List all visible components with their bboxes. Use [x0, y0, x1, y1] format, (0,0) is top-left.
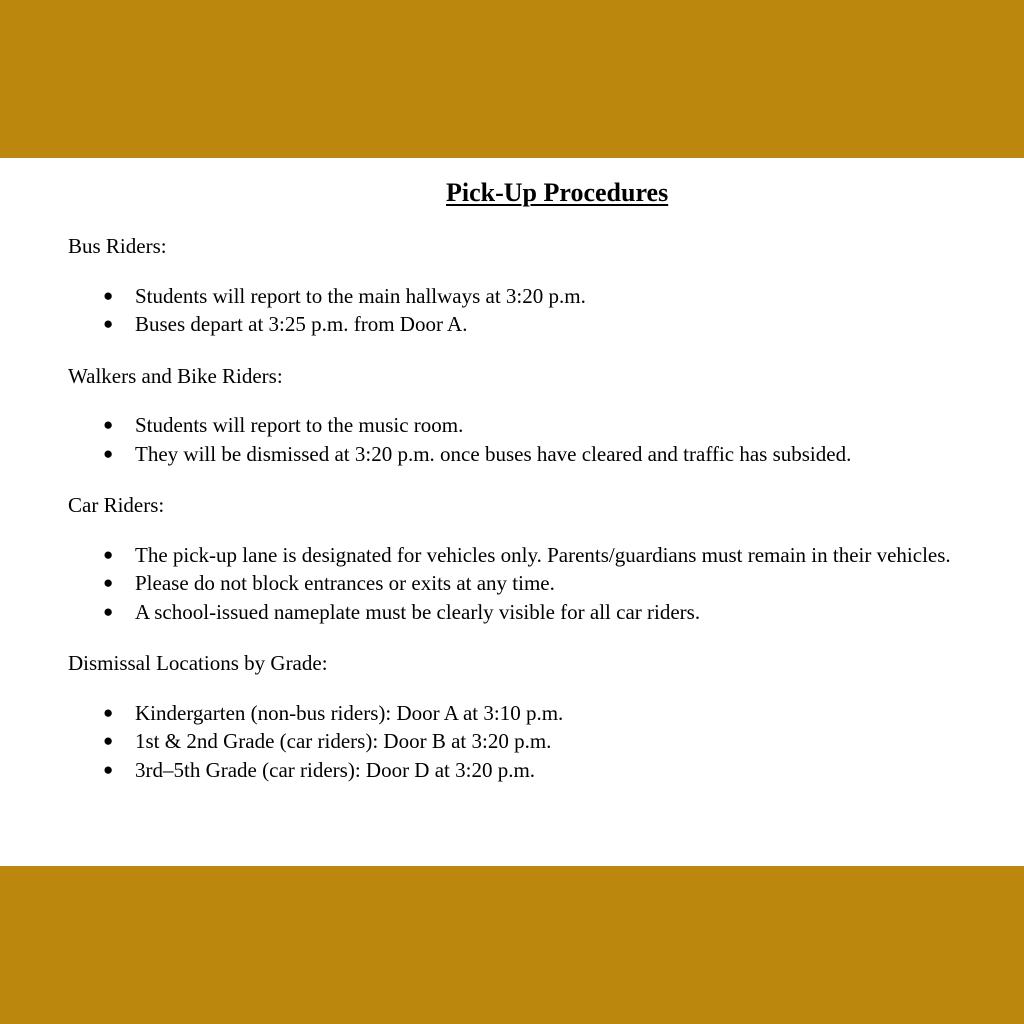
section-car-riders — [68, 491, 998, 626]
bullet-icon: ● — [103, 702, 114, 722]
section-heading: Bus Riders: — [68, 234, 167, 258]
bullet-icon: ● — [103, 731, 114, 750]
list-item-text: Students will report to the main hallways at 3:20 p.m. — [135, 283, 586, 308]
section-heading: Car Riders: — [68, 493, 165, 517]
list-item — [68, 440, 998, 469]
document-page — [0, 158, 1024, 866]
bullet-icon: ● — [103, 573, 114, 592]
list-item — [68, 310, 998, 339]
list-item — [68, 282, 998, 311]
list-item — [68, 598, 998, 627]
section-walkers-bike-riders — [68, 362, 998, 469]
bottom-color-band — [0, 866, 1024, 1024]
list-item-text: A school-issued nameplate must be clearly visible for all car riders. — [135, 599, 701, 624]
list-item-text: They will be dismissed at 3:20 p.m. once buses have cleared and traffic has subsided. — [135, 441, 852, 466]
list-item-text: The pick-up lane is designated for vehicles only. Parents/guardians must remain in their vehicles. — [135, 542, 951, 567]
section-heading: Walkers and Bike Riders: — [68, 363, 283, 388]
list-item — [68, 541, 998, 570]
list-item — [68, 756, 998, 785]
bullet-icon: ● — [103, 285, 114, 305]
bullet-list — [68, 541, 998, 627]
list-item-text: 3rd–5th Grade (car riders): Door D at 3:20 p.m. — [135, 757, 536, 782]
bullet-icon: ● — [103, 759, 114, 779]
list-item — [68, 727, 998, 756]
list-item — [68, 699, 998, 728]
bullet-icon: ● — [103, 443, 114, 463]
list-item-text: 1st & 2nd Grade (car riders): Door B at 3:20 p.m. — [135, 729, 552, 753]
list-item-text: Buses depart at 3:25 p.m. from Door A. — [135, 312, 468, 336]
list-item-text: Kindergarten (non-bus riders): Door A at 3:10 p.m. — [135, 700, 564, 725]
section-dismissal-locations — [68, 649, 998, 784]
bullet-icon: ● — [103, 415, 114, 434]
bullet-list — [68, 411, 998, 468]
bullet-icon: ● — [103, 314, 114, 333]
bullet-list — [68, 699, 998, 785]
bullet-icon: ● — [103, 544, 114, 564]
bullet-icon: ● — [103, 601, 114, 621]
section-bus-riders — [68, 232, 998, 339]
section-heading: Dismissal Locations by Grade: — [68, 651, 328, 675]
list-item-text: Students will report to the music room. — [135, 413, 464, 437]
bullet-list — [68, 282, 998, 339]
list-item — [68, 411, 998, 440]
list-item-text: Please do not block entrances or exits at any time. — [135, 571, 555, 595]
page-title: Pick-Up Procedures — [446, 178, 669, 207]
top-color-band — [0, 0, 1024, 158]
list-item — [68, 569, 998, 598]
document-body — [68, 232, 998, 807]
